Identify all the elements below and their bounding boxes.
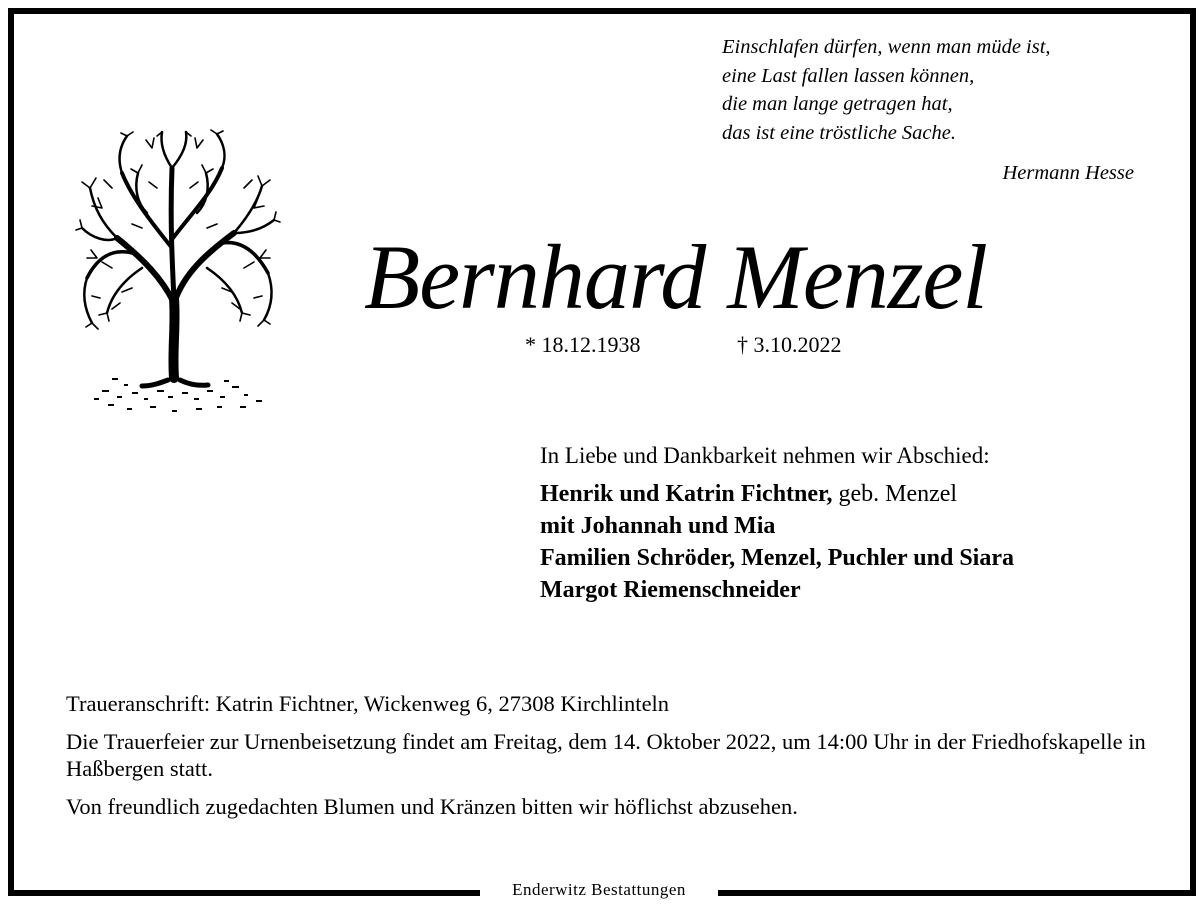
mourner-names: Henrik und Katrin Fichtner, xyxy=(540,481,833,507)
poem-line: das ist eine tröstliche Sache. xyxy=(722,121,956,144)
undertaker-name: Enderwitz Bestattungen xyxy=(512,880,686,899)
mourning-address: Traueranschrift: Katrin Fichtner, Wickenweg 6, 27308 Kirchlinteln xyxy=(66,691,670,716)
deceased-name: Bernhard Menzel xyxy=(364,226,987,328)
poem-line: die man lange getragen hat, xyxy=(722,93,953,115)
mourner-line: mit Johannah und Mia xyxy=(540,513,776,539)
funeral-info xyxy=(66,690,1146,831)
death-date: † 3.10.2022 xyxy=(737,332,842,357)
flowers-request: Von freundlich zugedachten Blumen und Kränzen bitten wir höflichst abzusehen. xyxy=(66,794,798,819)
tree-icon xyxy=(72,128,284,420)
mourner-line: Familien Schröder, Menzel, Puchler und Siara xyxy=(540,545,1014,571)
mourners-block xyxy=(540,440,1014,606)
mourner-line xyxy=(540,478,1014,510)
farewell-intro: In Liebe und Dankbarkeit nehmen wir Abschied: xyxy=(540,443,990,468)
maiden-name: geb. Menzel xyxy=(832,481,958,507)
poem-line: Einschlafen dürfen, wenn man müde ist, xyxy=(722,36,1051,58)
birth-date: * 18.12.1938 xyxy=(525,332,641,357)
poem xyxy=(722,33,1142,147)
poem-author: Hermann Hesse xyxy=(1002,162,1134,184)
poem-line: eine Last fallen lassen können, xyxy=(722,64,975,87)
ceremony-details: Die Trauerfeier zur Urnenbeisetzung findet am Freitag, dem 14. Oktober 2022, um 14:00 Uhr in der Friedhofskapelle in Haßbergen statt. xyxy=(66,729,1146,781)
mourner-line: Margot Riemenschneider xyxy=(540,577,801,603)
